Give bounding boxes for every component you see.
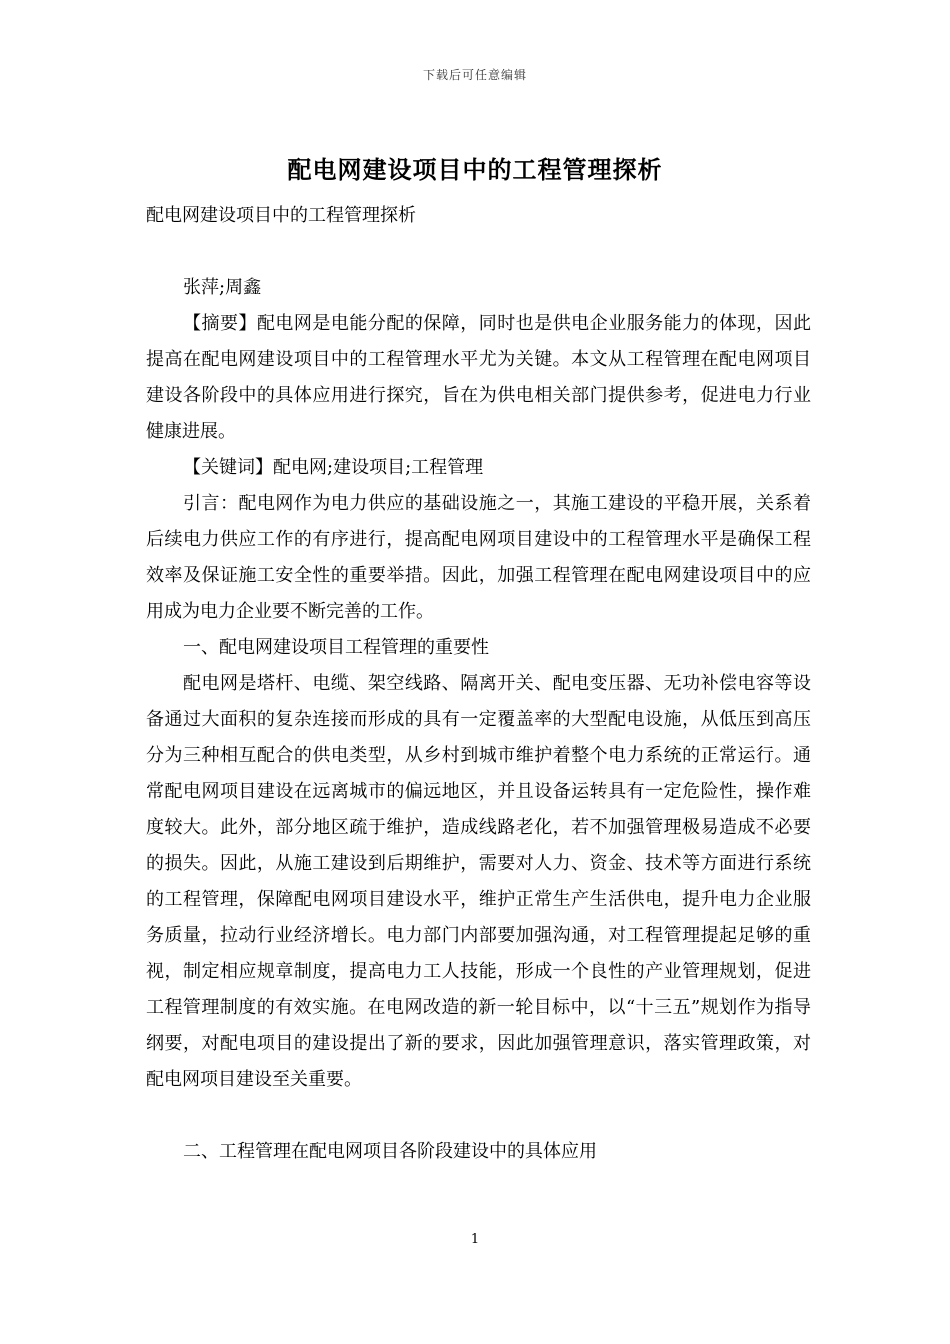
keywords-paragraph: 【关键词】配电网;建设项目;工程管理 <box>183 457 484 478</box>
blank-line <box>146 1098 811 1134</box>
section1-heading: 一、配电网建设项目工程管理的重要性 <box>183 637 489 658</box>
abstract-paragraph: 【摘要】配电网是电能分配的保障，同时也是供电企业服务能力的体现，因此提高在配电网建设项目中的工程管理水平尤为关键。本文从工程管理在配电网项目建设各阶段中的具体应用进行探究，旨在为供电相关部门提供参考，促进电力行业健康进展。 <box>146 313 811 442</box>
section2-heading: 二、工程管理在配电网项目各阶段建设中的具体应用 <box>183 1141 597 1162</box>
intro-paragraph: 引言：配电网作为电力供应的基础设施之一，其施工建设的平稳开展，关系着后续电力供应工作的有序进行，提高配电网项目建设中的工程管理水平是确保工程效率及保证施工安全性的重要举措。因此，加强工程管理在配电网建设项目中的应用成为电力企业要不断完善的工作。 <box>146 493 811 622</box>
subtitle: 配电网建设项目中的工程管理探析 <box>146 205 416 226</box>
authors: 张萍;周鑫 <box>183 277 262 298</box>
document-body <box>146 198 811 1170</box>
header-note: 下载后可任意编辑 <box>422 68 527 82</box>
page-number: 1 <box>470 1232 480 1247</box>
document-title: 配电网建设项目中的工程管理探析 <box>287 155 663 184</box>
section1-paragraph: 配电网是塔杆、电缆、架空线路、隔离开关、配电变压器、无功补偿电容等设备通过大面积的复杂连接而形成的具有一定覆盖率的大型配电设施，从低压到高压分为三种相互配合的供电类型，从乡村到城市维护着整个电力系统的正常运行。通常配电网项目建设在远离城市的偏远地区，并且设备运转具有一定危险性，操作难度较大。此外，部分地区疏于维护，造成线路老化，若不加强管理极易造成不必要的损失。因此，从施工建设到后期维护，需要对人力、资金、技术等方面进行系统的工程管理，保障配电网项目建设水平，维护正常生产生活供电，提升电力企业服务质量，拉动行业经济增长。电力部门内部要加强沟通，对工程管理提起足够的重视，制定相应规章制度，提高电力工人技能，形成一个良性的产业管理规划，促进工程管理制度的有效实施。在电网改造的新一轮目标中，以“十三五”规划作为指导纲要，对配电项目的建设提出了新的要求，因此加强管理意识，落实管理政策，对配电网项目建设至关重要。 <box>146 673 811 1090</box>
blank-line <box>146 234 811 270</box>
